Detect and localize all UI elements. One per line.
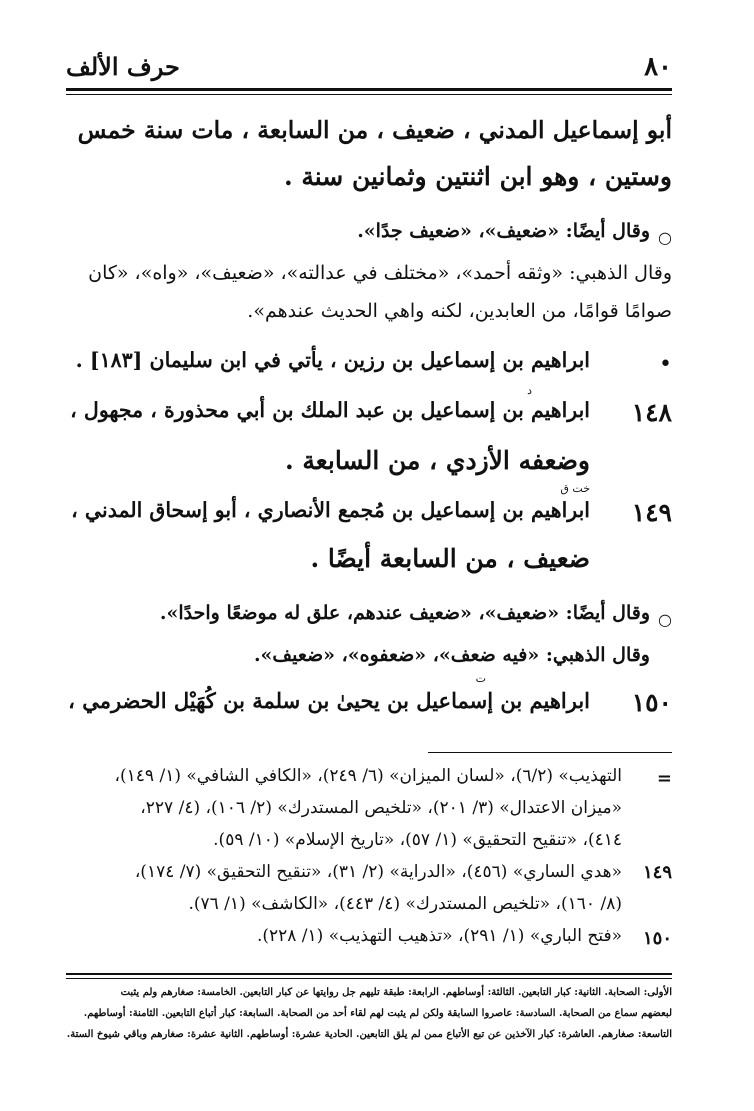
legend-rule [66, 973, 672, 975]
chapter-title: حرف الألف [66, 52, 180, 81]
circle-marker: ○ [658, 228, 672, 247]
footnote-line: ٤١٤)، «تنقيح التحقيق» (١/ ٥٧)، «تاريخ الإسلام» (١٠/ ٥٩). [213, 830, 622, 850]
bullet-marker: • [659, 352, 672, 377]
footnote-line: «هدي الساري» (٤٥٦)، «الدراية» (٢/ ٣١)، «تنقيح التحقيق» (٧/ ١٧٤)، [134, 862, 622, 882]
footnote-number: ١٥٠ [642, 928, 672, 949]
legend-line: الأولى: الصحابة. الثانية: كبار التابعين. الثالثة: أوساطهم. الرابعة: طبقة تليهم جل روايتها عن كبار التابعين. الخامسة: صغارهم ولم يثبت [120, 987, 672, 998]
footnote-line: التهذيب» (٦/٢)، «لسان الميزان» (٦/ ٢٤٩)، «الكافي الشافي» (١/ ١٤٩)، [114, 766, 622, 786]
footnote-number: ١٤٩ [642, 862, 672, 883]
dhahabi-note-line-2: صوامًا قوامًا، من العابدين، لكنه واهي الحديث عندهم». [247, 300, 672, 322]
legend-line: التاسعة: صغارهم. العاشرة: كبار الآخذين عن تبع الأتباع ممن لم يلق التابعين. الحادية عشرة: أوساطهم. الثانية عشرة: صغارهم وباقي شيوخ الستة. [66, 1029, 672, 1040]
entry-148-line-1: ابراهيم بن إسماعيل بن عبد الملك بن أبي محذورة ، مجهول ، [70, 398, 590, 422]
footnote-continuation-marker: = [656, 768, 672, 789]
header-rule-thin [66, 94, 672, 95]
entry-number: ١٤٨ [631, 398, 672, 427]
continuation-line-1: أبو إسماعيل المدني ، ضعيف ، من السابعة ، مات سنة خمس [77, 116, 672, 144]
legend-line: لبعضهم سماع من الصحابة. السادسة: عاصروا السابقة ولكن لم يثبت لهم لقاء أحد من الصحابة. السابعة: كبار أتباع التابعين. الثامنة: أوساطهم. [83, 1008, 672, 1019]
page-number: ٨٠ [644, 52, 672, 82]
entry-number: ١٤٩ [631, 498, 672, 527]
dhahabi-note-line-1: وقال الذهبي: «وثقه أحمد»، «مختلف في عدالته»، «ضعيف»، «واه»، «كان [88, 262, 672, 284]
entry-number: ١٥٠ [631, 688, 672, 717]
entry-148-line-2: وضعفه الأزدي ، من السابعة . [284, 446, 590, 475]
header-rule [66, 88, 672, 91]
dhahabi-note: وقال الذهبي: «فيه ضعف»، «ضعفوه»، «ضعيف». [253, 644, 650, 666]
entry-symbol: د [527, 384, 532, 397]
footnote-line: «فتح الباري» (١/ ٢٩١)، «تذهيب التهذيب» (١/ ٢٢٨). [256, 926, 622, 946]
footnote-separator [428, 752, 672, 753]
entry-cross-reference: ابراهيم بن إسماعيل بن رزين ، يأتي في ابن سليمان [١٨٣] . [75, 348, 590, 372]
entry-149-line-2: ضعيف ، من السابعة أيضًا . [310, 544, 590, 573]
footnote-line: (٨/ ١٦٠)، «تلخيص المستدرك» (٤/ ٤٤٣)، «الكاشف» (١/ ٧٦). [188, 894, 622, 914]
footnote-line: «ميزان الاعتدال» (٣/ ٢٠١)، «تلخيص المستدرك» (٢/ ١٠٦)، (٤/ ٢٢٧، [140, 798, 622, 818]
page-header [66, 52, 672, 92]
entry-symbol: خت ق [560, 482, 590, 495]
note-also-said: وقال أيضًا: «ضعيف»، «ضعيف عندهم، علق له موضعًا واحدًا». [159, 602, 650, 624]
note-also-said: وقال أيضًا: «ضعيف»، «ضعيف جدًا». [357, 220, 650, 242]
continuation-line-2: وستين ، وهو ابن اثنتين وثمانين سنة . [283, 162, 672, 191]
entry-149-line-1: ابراهيم بن إسماعيل بن مُجمع الأنصاري ، أبو إسحاق المدني ، [71, 498, 590, 522]
entry-symbol: ت [475, 672, 486, 685]
legend-rule-thin [66, 978, 672, 979]
entry-150-line-1: ابراهيم بن إسماعيل بن يحيىٰ بن سلمة بن كُهَيْل الحضرمي ، [68, 688, 590, 713]
circle-marker: ○ [658, 610, 672, 629]
